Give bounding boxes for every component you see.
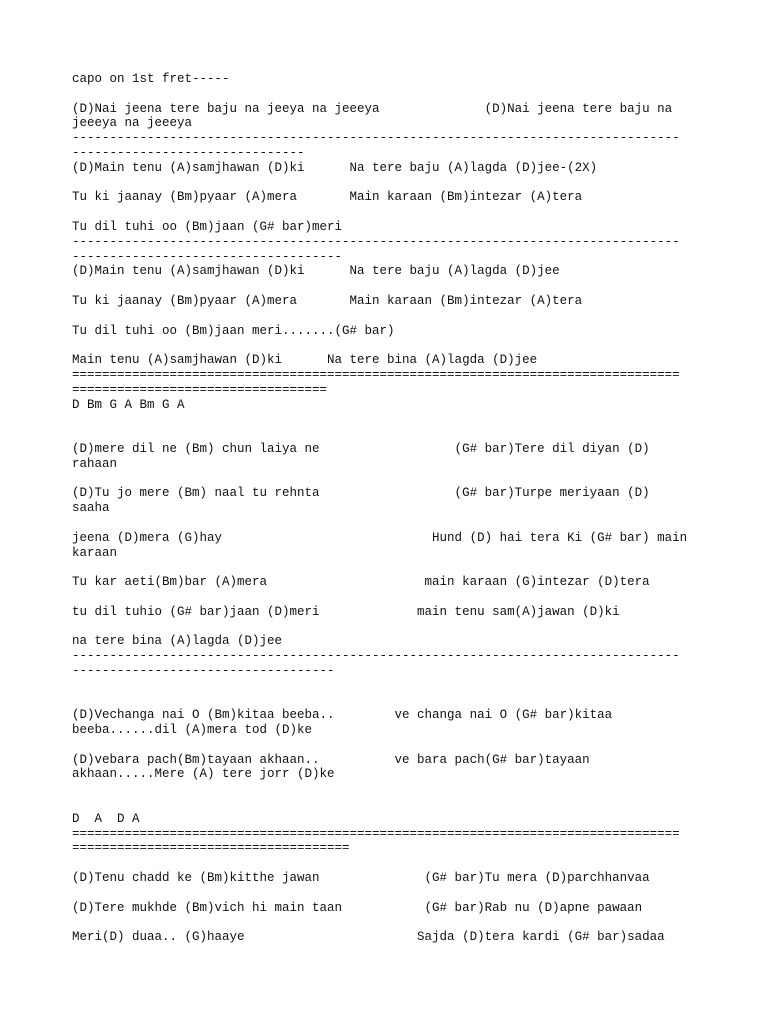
lyric-line: Tu dil tuhi oo (Bm)jaan (G# bar)meri — [72, 219, 343, 234]
lyric-line: --------------------------------------------------------------------------------- — [72, 234, 680, 249]
blank-line — [72, 309, 697, 324]
blank-line — [72, 560, 697, 575]
lyric-line: --------------------------------------------------------------------------------- — [72, 131, 680, 146]
blank-line — [72, 782, 697, 797]
lyric-line: ================================== — [72, 382, 328, 397]
lyric-line: jeena (D)mera (G)hay Hund (D) hai tera Ki (G# bar) main — [72, 530, 688, 545]
lyric-line: Meri(D) duaa.. (G)haaye Sajda (D)tera kardi (G# bar)sadaa — [72, 930, 665, 945]
lyric-line: ------------------------------------ — [72, 249, 343, 264]
lyric-line: ===================================== — [72, 841, 350, 856]
blank-line — [72, 915, 697, 930]
lyric-line: (D)Vechanga nai O (Bm)kitaa beeba.. ve changa nai O (G# bar)kitaa — [72, 708, 613, 723]
lyric-line: D Bm G A Bm G A — [72, 397, 185, 412]
blank-line — [72, 279, 697, 294]
blank-line — [72, 516, 697, 531]
lyric-line: Main tenu (A)samjhawan (D)ki Na tere bina (A)lagda (D)jee — [72, 353, 538, 368]
lyric-line: karaan — [72, 545, 118, 560]
lyric-line: (D)Tu jo mere (Bm) naal tu rehnta (G# bar)Turpe meriyaan (D) — [72, 486, 650, 501]
lyric-line: saaha — [72, 501, 110, 516]
blank-line — [72, 797, 697, 812]
lyric-line: Tu ki jaanay (Bm)pyaar (A)mera Main karaan (Bm)intezar (A)tera — [72, 293, 583, 308]
lyric-line: (D)Main tenu (A)samjhawan (D)ki Na tere baju (A)lagda (D)jee-(2X) — [72, 160, 598, 175]
lyric-line: beeba......dil (A)mera tod (D)ke — [72, 723, 313, 738]
blank-line — [72, 619, 697, 634]
blank-line — [72, 427, 697, 442]
lyric-line: capo on 1st fret----- — [72, 72, 230, 86]
lyric-line: Tu kar aeti(Bm)bar (A)mera main karaan (G)intezar (D)tera — [72, 575, 650, 590]
lyric-line: ----------------------------------- — [72, 663, 335, 678]
lyric-line: tu dil tuhio (G# bar)jaan (D)meri main tenu sam(A)jawan (D)ki — [72, 604, 620, 619]
blank-line — [72, 338, 697, 353]
lyric-line: (D)mere dil ne (Bm) chun laiya ne (G# bar)Tere dil diyan (D) — [72, 441, 650, 456]
blank-line — [72, 205, 697, 220]
lyric-line: (D)Tenu chadd ke (Bm)kitthe jawan (G# bar)Tu mera (D)parchhanvaa — [72, 871, 650, 886]
lyric-line: akhaan.....Mere (A) tere jorr (D)ke — [72, 767, 335, 782]
lyric-line: Tu dil tuhi oo (Bm)jaan meri.......(G# bar) — [72, 323, 395, 338]
blank-line — [72, 412, 697, 427]
blank-line — [72, 87, 697, 102]
lyric-line: --------------------------------------------------------------------------------- — [72, 649, 680, 664]
lyric-line: (D)Tere mukhde (Bm)vich hi main taan (G# bar)Rab nu (D)apne pawaan — [72, 900, 643, 915]
lyric-line: ================================================================================= — [72, 367, 680, 382]
lyric-line: (D)Nai jeena tere baju na jeeya na jeeeya (D)Nai jeena tere baju na — [72, 101, 673, 116]
blank-line — [72, 590, 697, 605]
blank-line — [72, 886, 697, 901]
lyric-line: ================================================================================= — [72, 826, 680, 841]
blank-line — [72, 472, 697, 487]
blank-line — [72, 176, 697, 191]
blank-line — [72, 679, 697, 694]
lyric-line: (D)Main tenu (A)samjhawan (D)ki Na tere baju (A)lagda (D)jee — [72, 264, 560, 279]
lyric-line: ------------------------------- — [72, 145, 305, 160]
lyric-line: jeeeya na jeeeya — [72, 116, 193, 131]
lyric-line: Tu ki jaanay (Bm)pyaar (A)mera Main karaan (Bm)intezar (A)tera — [72, 190, 583, 205]
blank-line — [72, 856, 697, 871]
blank-line — [72, 693, 697, 708]
lyric-line: (D)vebara pach(Bm)tayaan akhaan.. ve bara pach(G# bar)tayaan — [72, 752, 590, 767]
blank-line — [72, 738, 697, 753]
chord-sheet — [72, 72, 697, 945]
lyric-line: D A D A — [72, 811, 140, 826]
lyric-line: na tere bina (A)lagda (D)jee — [72, 634, 283, 649]
lyric-line: rahaan — [72, 456, 118, 471]
